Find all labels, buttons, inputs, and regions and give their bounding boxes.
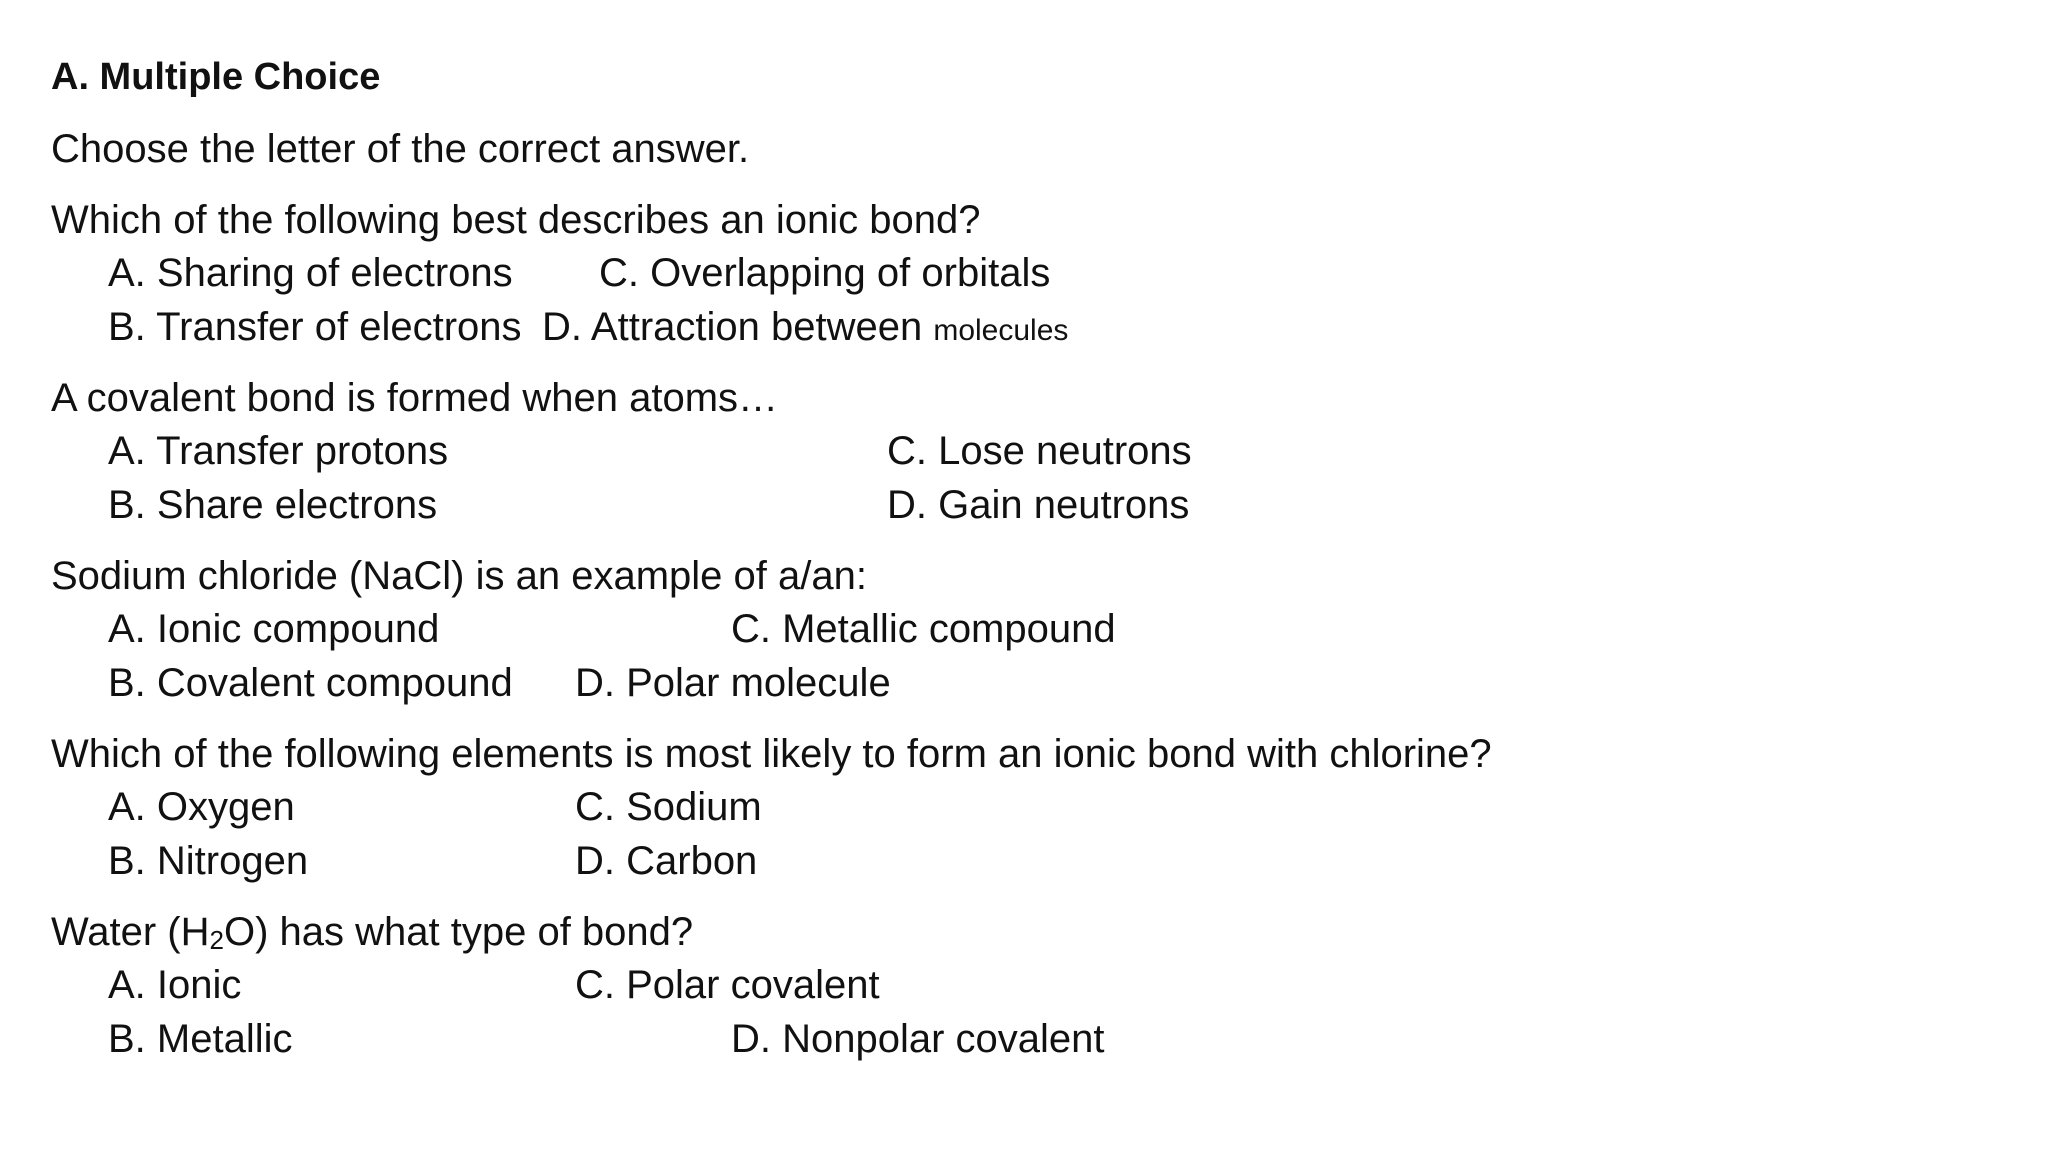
question-5-option-a: A. Ionic bbox=[108, 963, 242, 1007]
question-5-text-before: Water (H bbox=[51, 910, 210, 954]
question-4-option-d: D. Carbon bbox=[575, 839, 758, 883]
question-1-text: Which of the following best describes an ionic bond? bbox=[51, 198, 981, 242]
question-5-text-after: O) has what type of bond? bbox=[223, 910, 694, 954]
question-1-option-d bbox=[542, 307, 1068, 347]
question-3-option-d: D. Polar molecule bbox=[575, 661, 891, 705]
question-5-option-d: D. Nonpolar covalent bbox=[731, 1017, 1105, 1061]
question-5-subscript: 2 bbox=[209, 925, 224, 955]
question-1-option-b: B. Transfer of electrons bbox=[108, 305, 522, 349]
question-3-option-c: C. Metallic compound bbox=[731, 607, 1116, 651]
question-3-text: Sodium chloride (NaCl) is an example of a/an: bbox=[51, 554, 867, 598]
section-title: A. Multiple Choice bbox=[51, 56, 381, 98]
question-5-option-c: C. Polar covalent bbox=[575, 963, 880, 1007]
question-2-text: A covalent bond is formed when atoms… bbox=[51, 376, 779, 420]
question-3-option-b: B. Covalent compound bbox=[108, 661, 513, 705]
question-1-option-d-main: D. Attraction between bbox=[542, 305, 923, 349]
question-4-option-c: C. Sodium bbox=[575, 785, 762, 829]
question-1-option-d-tail: molecules bbox=[933, 314, 1069, 347]
question-5-text bbox=[51, 912, 693, 953]
question-4-option-b: B. Nitrogen bbox=[108, 839, 309, 883]
question-2-option-c: C. Lose neutrons bbox=[887, 429, 1192, 473]
question-1-option-a: A. Sharing of electrons bbox=[108, 251, 513, 295]
question-3-option-a: A. Ionic compound bbox=[108, 607, 440, 651]
instruction-text: Choose the letter of the correct answer. bbox=[51, 127, 750, 171]
question-2-option-b: B. Share electrons bbox=[108, 483, 438, 527]
question-5-option-b: B. Metallic bbox=[108, 1017, 293, 1061]
question-1-option-c: C. Overlapping of orbitals bbox=[599, 251, 1051, 295]
question-4-option-a: A. Oxygen bbox=[108, 785, 295, 829]
question-4-text: Which of the following elements is most likely to form an ionic bond with chlorine? bbox=[51, 732, 1492, 776]
question-2-option-d: D. Gain neutrons bbox=[887, 483, 1190, 527]
question-2-option-a: A. Transfer protons bbox=[108, 429, 449, 473]
